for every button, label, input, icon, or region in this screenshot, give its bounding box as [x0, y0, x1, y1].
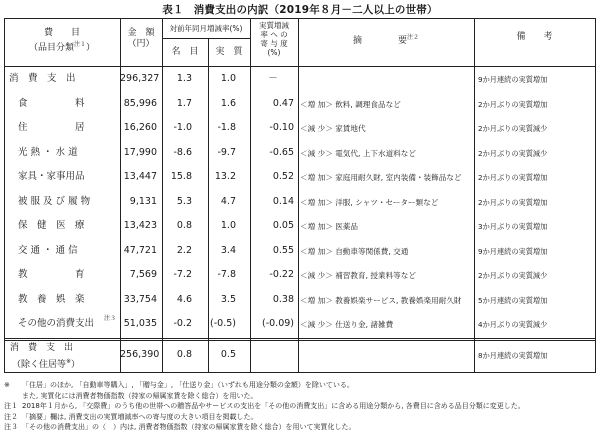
- row-item: [18, 98, 118, 110]
- row-item: [18, 196, 118, 208]
- row-real: 1.0: [220, 73, 236, 84]
- row-contrib: 0.05: [272, 220, 294, 231]
- row-item: [18, 315, 118, 330]
- row-real: 3.4: [220, 244, 236, 256]
- row-remarks: 2か月ぶりの実質減少: [478, 271, 548, 280]
- row-nominal: -8.6: [173, 146, 192, 158]
- row-contrib: 0.38: [272, 293, 294, 305]
- header-amount: 金 額 （円）: [127, 28, 155, 49]
- header-contribution: 実質増減 率 へ の 寄 与 度 (%): [259, 21, 289, 57]
- row-remarks: 9か月連続の実質増加: [478, 246, 548, 256]
- row-item-label: 家具・家事用品: [18, 171, 85, 182]
- total2-amount: 256,390: [120, 349, 160, 360]
- row-item-label: 教 養 娯 楽: [18, 293, 85, 305]
- table-number: 表１: [162, 4, 184, 16]
- row-nominal: 5.3: [176, 195, 192, 207]
- table-title-text: 消費支出の内訳（2019年８月－二人以上の世帯）: [193, 4, 438, 16]
- row-amount: 47,721: [123, 244, 157, 256]
- row-amount: 16,260: [123, 122, 157, 133]
- total2-remarks: 8か月連続の実質増加: [478, 351, 548, 360]
- row-real: 13.2: [214, 171, 236, 182]
- row-remarks: 2か月ぶりの実質減少: [478, 148, 548, 158]
- row-amount: 7,569: [129, 269, 157, 280]
- header-yoy: 対前年同月増減率(%): [169, 24, 243, 33]
- row-amount: 51,035: [123, 318, 157, 329]
- row-item-label: 交 通 ・ 通 信: [18, 244, 78, 256]
- footnote-text: また, 実質化には消費者物価指数（持家の帰属家賃を除く総合）を用いた。: [22, 391, 258, 400]
- row-summary: ＜増 加＞ 自動車等関係費, 交通: [300, 246, 409, 256]
- row-amount: 13,423: [123, 220, 157, 231]
- row-contrib: -0.65: [269, 146, 294, 158]
- row-contrib: -0.22: [269, 269, 294, 280]
- row-item: [18, 269, 118, 281]
- row-nominal: 2.2: [176, 244, 192, 256]
- footnote-mark: ※: [4, 381, 10, 389]
- footnote: [4, 412, 596, 423]
- row-item-label: その他の消費支出: [18, 318, 95, 329]
- total2-real: 0.5: [220, 349, 236, 360]
- header-item: 費 目 （品目分類$^{注1}$）: [28, 28, 96, 53]
- row-item: [18, 171, 118, 183]
- footnote: [4, 401, 596, 412]
- row-item-label: 被 服 及 び 履 物: [18, 195, 91, 207]
- row-nominal: -1.0: [173, 122, 192, 133]
- row-summary: ＜増 加＞ 飲料, 調理食品など: [300, 99, 401, 109]
- row-item-label: 光 熱 ・ 水 道: [18, 146, 78, 158]
- row-contrib: -0.10: [269, 122, 294, 133]
- row-remarks: 3か月ぶりの実質増加: [478, 222, 548, 231]
- row-remarks: 2か月ぶりの実質増加: [478, 173, 548, 182]
- row-nominal: 4.6: [176, 293, 192, 305]
- row-real: 1.6: [220, 97, 236, 109]
- row-amount: 9,131: [129, 195, 157, 207]
- row-summary: ＜増 加＞ 教養娯楽サービス, 教養娯楽用耐久財: [300, 295, 462, 305]
- row-item: [18, 294, 118, 306]
- total2-item: 消 費 支 出 （除く住居等※）: [10, 343, 81, 370]
- row-item: [18, 220, 118, 232]
- row-real: -1.8: [217, 122, 236, 133]
- row-nominal: -7.2: [173, 269, 192, 280]
- row-remarks: 9か月連続の実質増加: [478, 75, 548, 84]
- consumption-table: [4, 18, 596, 373]
- footnote-mark: 注３: [4, 423, 18, 431]
- header-real: 実 質: [215, 47, 243, 57]
- row-amount: 85,996: [123, 97, 157, 109]
- row-remarks: 2か月ぶりの実質減少: [478, 124, 548, 133]
- row-contrib: (-0.09): [262, 318, 294, 329]
- row-summary: ＜減 少＞ 電気代, 上下水道料など: [300, 148, 416, 158]
- row-real: 4.7: [220, 195, 236, 207]
- footnote: [4, 380, 596, 391]
- header-nominal: 名 目: [171, 47, 199, 57]
- row-summary: ＜増 加＞ 医薬品: [300, 222, 358, 231]
- row-contrib: 0.47: [272, 97, 294, 109]
- row-item-label: 保 健 医 療: [18, 220, 85, 231]
- header-remarks: 備 考: [516, 32, 553, 42]
- row-summary: ＜減 少＞ 家賃地代: [300, 124, 366, 133]
- footnote-mark: 注２: [4, 412, 18, 421]
- row-real: 3.5: [220, 293, 236, 305]
- footnote: [4, 422, 596, 433]
- row-contrib: 0.55: [272, 244, 294, 256]
- row-amount: 17,990: [123, 146, 157, 158]
- footnote: [4, 391, 596, 402]
- row-contrib: 0.52: [272, 171, 294, 182]
- row-real: -9.7: [217, 146, 236, 158]
- row-summary: ＜減 少＞ 補習教育, 授業料等など: [300, 271, 416, 280]
- row-item-note: 注３: [103, 315, 116, 322]
- row-amount: 296,327: [120, 73, 160, 84]
- row-remarks: 4か月ぶりの実質減少: [478, 320, 548, 329]
- row-contrib: 0.14: [272, 195, 294, 207]
- table-title: [0, 2, 600, 16]
- row-nominal: 1.7: [176, 97, 192, 109]
- total2-nominal: 0.8: [176, 349, 192, 360]
- row-summary: ＜増 加＞ 家庭用耐久財, 室内装備・装飾品など: [300, 173, 462, 182]
- row-amount: 13,447: [123, 171, 157, 182]
- row-item-label: 教 育: [18, 269, 85, 280]
- row-amount: 33,754: [123, 293, 157, 305]
- footnote-text: 「摘要」欄は, 消費支出の実質増減率への寄与度の大きい項目を掲載した。: [22, 412, 258, 421]
- row-item: [9, 73, 117, 85]
- row-summary: ＜減 少＞ 仕送り金, 諸雑費: [300, 320, 394, 329]
- row-nominal: -0.2: [173, 318, 192, 329]
- row-nominal: 1.3: [176, 73, 192, 84]
- row-item: [18, 245, 118, 257]
- row-real: -7.8: [217, 269, 236, 280]
- row-real: (-0.5): [210, 318, 236, 329]
- footnote-text: 2018年１月から, 「交際費」のうち他の世帯への贈答品やサービスの支出を「その他の消費支出」に含める用途分類から, 各費目に含める品目分類に変更した。: [22, 402, 525, 410]
- row-contrib: －: [268, 73, 278, 84]
- row-item-label: 住 居: [18, 122, 85, 133]
- row-item-label: 消 費 支 出: [9, 73, 76, 84]
- header-summary: 摘 要$^{注2}$: [352, 34, 420, 46]
- row-item-label: 食 料: [18, 97, 85, 109]
- row-summary: ＜増 加＞ 洋服, シャツ・セーター類など: [300, 197, 439, 207]
- row-nominal: 15.8: [170, 171, 192, 182]
- row-nominal: 0.8: [176, 220, 192, 231]
- row-remarks: 2か月ぶりの実質増加: [478, 99, 548, 109]
- row-real: 1.0: [220, 220, 236, 231]
- row-item: [18, 147, 118, 159]
- row-item: [18, 122, 118, 134]
- footnote-text: 「その他の消費支出」の（ ）内は, 消費者物価指数（持家の帰属家賃を除く総合）を用いて実質化した。: [22, 423, 356, 431]
- footnotes: [4, 380, 596, 433]
- row-remarks: 5か月連続の実質増加: [478, 295, 548, 305]
- row-remarks: 2か月ぶりの実質増加: [478, 197, 548, 207]
- footnote-text: 「住居」のほか, 「自動車等購入」, 「贈与金」, 「仕送り金」（いずれも用途分類の金額）を除いている。: [22, 381, 354, 389]
- footnote-mark: 注１: [4, 402, 18, 410]
